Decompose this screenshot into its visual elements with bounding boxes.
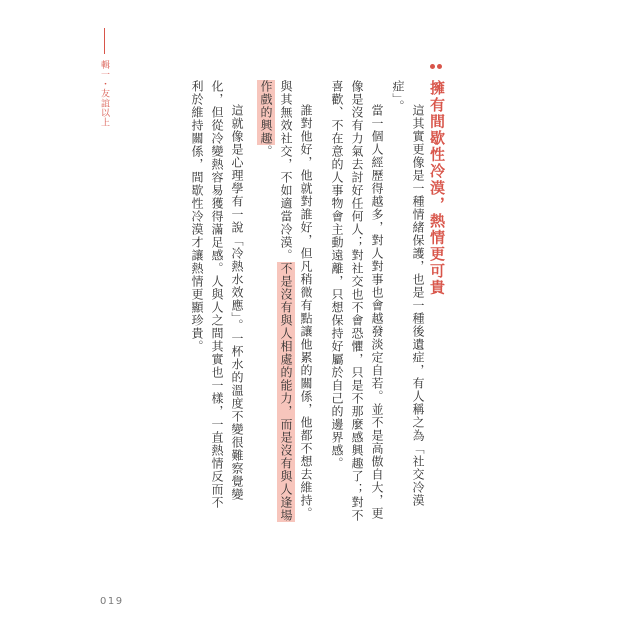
- running-header-rule: [104, 28, 105, 54]
- text-segment: 像是沒有力氣去討好任何人；對社交也不會恐懼，只是不那麼感興趣了；對不: [350, 80, 364, 522]
- text-column: [349, 80, 365, 522]
- text-column: [329, 80, 345, 470]
- highlighted-text: 作戲的興趣: [259, 80, 273, 145]
- text-segment: 與其無效社交，不如適當冷漠。: [279, 80, 293, 262]
- dot-icon: [437, 64, 442, 69]
- text-column: [390, 80, 406, 113]
- text-segment: 利於維持關係，間歇性冷漠才讓熱情更顯珍貴。: [190, 80, 204, 353]
- dot-icon: [430, 64, 435, 69]
- text-column: [229, 104, 245, 501]
- section-title: 擁有間歇性冷漠，熱情更可貴: [428, 80, 446, 296]
- text-segment: 這就像是心理學有一說「冷熱水效應」。一杯水的溫度不變很難察覺變: [230, 104, 244, 501]
- text-column: [209, 80, 225, 509]
- highlighted-text: 不是沒有與人相處的能力，而是沒有與人逢場: [279, 262, 293, 522]
- running-header: 輯一・友誼以上: [99, 60, 109, 128]
- text-column: [258, 80, 274, 158]
- text-column: [278, 80, 294, 522]
- text-segment: 當一個人經歷得越多，對人對事也會越發淡定自若。並不是高傲自大，更: [370, 104, 384, 520]
- text-segment: 這其實更像是一種情緒保護，也是一種後遺症，有人稱之為「社交冷漠: [411, 104, 425, 507]
- text-segment: 誰對他好，他就對誰好，但凡稍微有點讓他累的關係，他都不想去維持。: [299, 104, 313, 520]
- text-column: [189, 80, 205, 353]
- page-number: 019: [100, 596, 124, 607]
- text-column: [410, 104, 426, 507]
- text-segment: 症」。: [391, 80, 405, 113]
- text-column: [369, 104, 385, 520]
- title-ornament-icon: [430, 64, 442, 69]
- text-segment: 喜歡、不在意的人事物會主動遠離，只想保持好屬於自己的邊界感。: [330, 80, 344, 470]
- text-column: [298, 104, 314, 520]
- text-segment: 化，但從冷變熱容易獲得滿足感。人與人之間其實也一樣，一直熱情反而不: [210, 80, 224, 509]
- text-segment: 。: [259, 145, 273, 158]
